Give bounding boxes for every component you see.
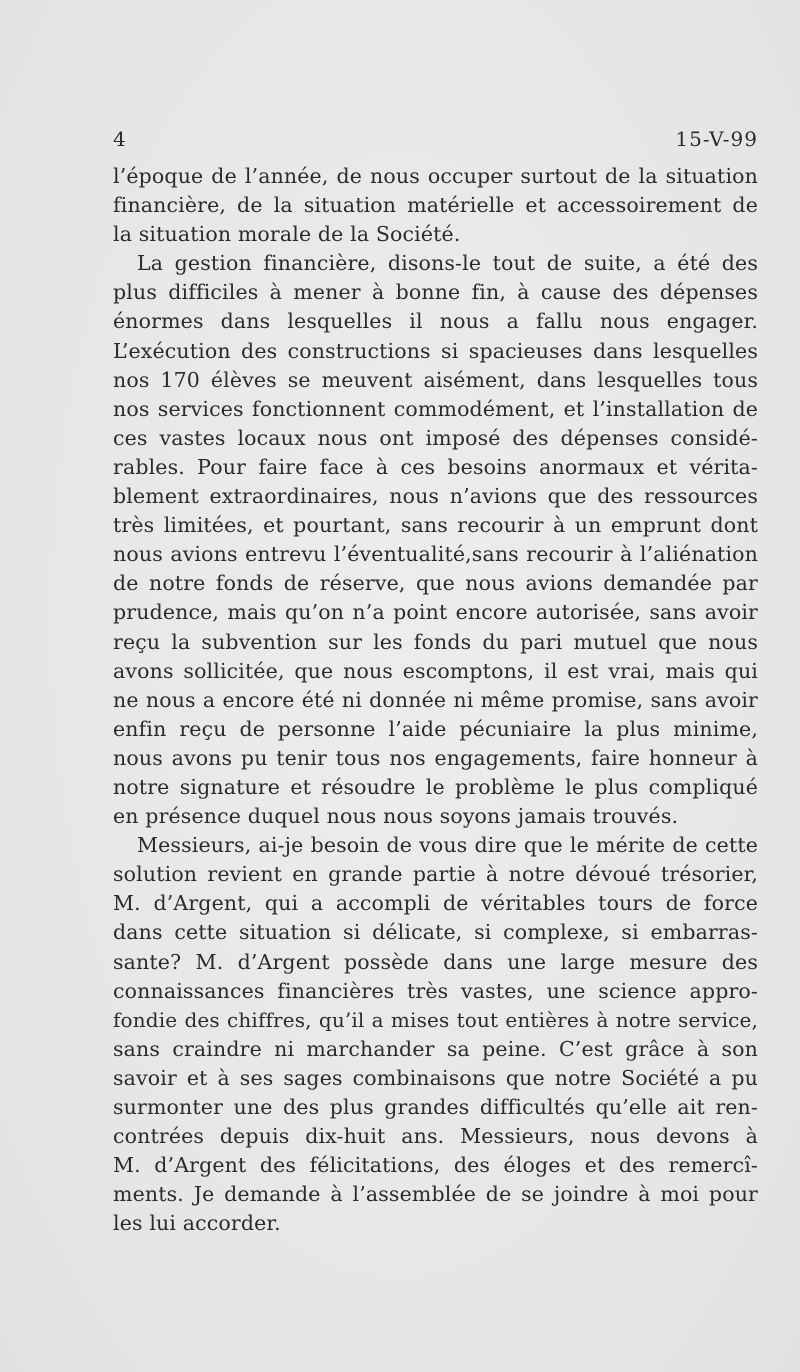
text-line: prudence, mais qu’on n’a point encore autorisée, sans avoir — [113, 600, 758, 625]
text-line: très limitées, et pourtant, sans recourir à un emprunt dont — [113, 513, 758, 538]
text-line: blement extraordinaires, nous n’avions que des ressources — [113, 484, 758, 509]
page-header — [113, 127, 758, 159]
text-line: sans craindre ni marchander sa peine. C’est grâce à son — [113, 1036, 758, 1061]
text-line: ces vastes locaux nous ont imposé des dépenses considé- — [113, 425, 758, 450]
text-line: avons sollicitée, que nous escomptons, il est vrai, mais qui — [113, 658, 758, 683]
page-number: 4 — [113, 127, 127, 151]
text-line: fondie des chiffres, qu’il a mises tout entières à notre service, — [113, 1007, 758, 1032]
text-line: énormes dans lesquelles il nous a fallu nous engager. — [113, 309, 758, 334]
text-line: surmonter une des plus grandes difficultés qu’elle ait ren- — [113, 1095, 758, 1119]
text-line: en présence duquel nous nous soyons jamais trouvés. — [113, 804, 679, 829]
text-line: contrées depuis dix-huit ans. Messieurs, nous devons à — [113, 1124, 758, 1149]
text-line: nos services fonctionnent commodément, et l’installation de — [113, 396, 758, 421]
text-line: la situation morale de la Société. — [113, 222, 461, 247]
text-line: solution revient en grande partie à notre dévoué trésorier, — [113, 862, 758, 887]
text-line: Messieurs, ai-je besoin de vous dire que le mérite de cette — [137, 833, 758, 858]
text-line: nous avons pu tenir tous nos engagements, faire honneur à — [113, 745, 758, 770]
body-text — [113, 162, 758, 1238]
text-line: L’exécution des constructions si spacieuses dans lesquelles — [113, 338, 758, 363]
date-code: 15-V-99 — [675, 127, 758, 151]
text-line: ments. Je demande à l’assemblée de se joindre à moi pour — [113, 1182, 758, 1207]
text-line: M. d’Argent des félicitations, des éloges et des remercî- — [113, 1153, 758, 1178]
text-line: dans cette situation si délicate, si complexe, si embarras- — [113, 920, 758, 945]
text-line: ne nous a encore été ni donnée ni même promise, sans avoir — [113, 687, 758, 712]
text-line: reçu la subvention sur les fonds du pari mutuel que nous — [113, 629, 758, 654]
text-line: La gestion financière, disons-le tout de suite, a été des — [137, 251, 758, 276]
text-line: rables. Pour faire face à ces besoins anormaux et vérita- — [113, 454, 758, 479]
text-line: notre signature et résoudre le problème le plus compliqué — [113, 774, 758, 799]
text-line: connaissances financières très vastes, une science appro- — [113, 978, 758, 1003]
text-line: l’époque de l’année, de nous occuper surtout de la situation — [113, 164, 758, 188]
text-line: financière, de la situation matérielle et accessoirement de — [113, 193, 758, 218]
text-line: M. d’Argent, qui a accompli de véritables tours de force — [113, 891, 758, 916]
text-line: de notre fonds de réserve, que nous avions demandée par — [113, 571, 758, 596]
text-line: nous avions entrevu l’éventualité,sans recourir à l’aliénation — [113, 542, 758, 567]
text-line: enfin reçu de personne l’aide pécuniaire la plus minime, — [113, 716, 758, 741]
text-line: savoir et à ses sages combinaisons que notre Société a pu — [113, 1065, 758, 1090]
text-line: les lui accorder. — [113, 1211, 281, 1236]
text-line: nos 170 élèves se meuvent aisément, dans lesquelles tous — [113, 367, 758, 392]
text-line: plus difficiles à mener à bonne fin, à cause des dépenses — [113, 280, 758, 305]
text-line: sante? M. d’Argent possède dans une large mesure des — [113, 949, 758, 974]
